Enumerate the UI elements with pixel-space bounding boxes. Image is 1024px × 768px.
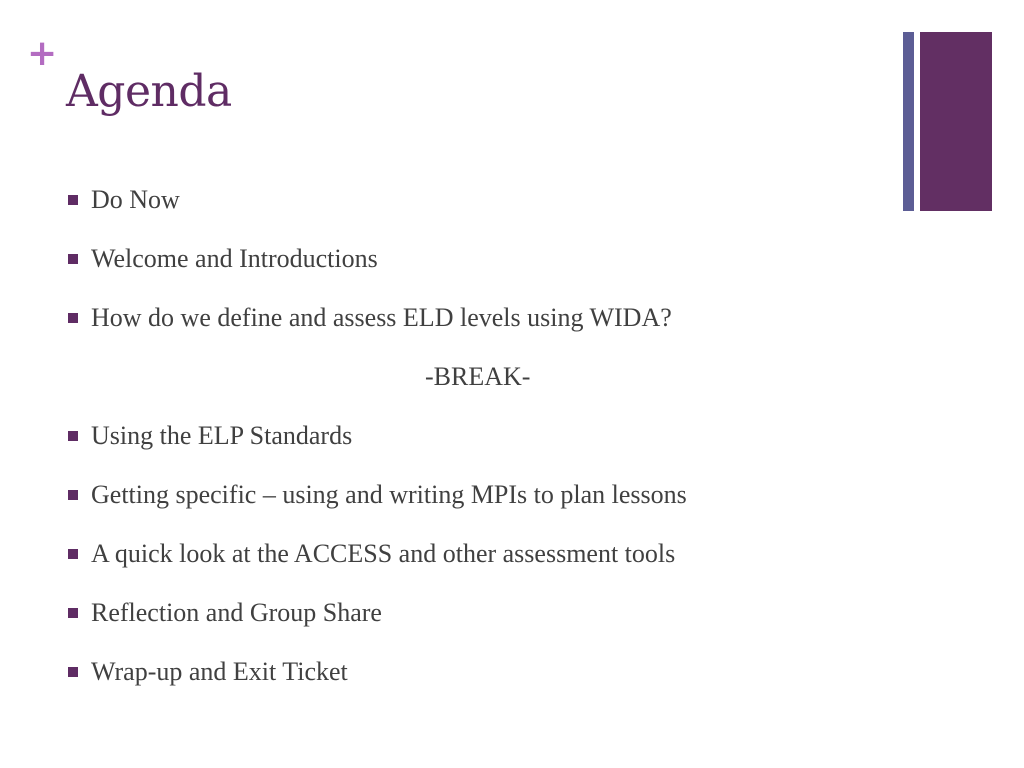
agenda-item [68,229,968,288]
agenda-item-text: Wrap-up and Exit Ticket [91,656,348,686]
square-bullet-icon [68,667,78,677]
agenda-item [68,583,968,642]
agenda-item-text: Getting specific – using and writing MPIs to plan lessons [91,479,687,509]
plus-icon: + [27,33,58,74]
break-row [68,347,968,406]
agenda-item [68,642,968,701]
agenda-item [68,465,968,524]
agenda-item [68,524,968,583]
break-label: -BREAK- [425,361,531,391]
square-bullet-icon [68,431,78,441]
agenda-item-text: Using the ELP Standards [91,420,353,450]
agenda-item-text: How do we define and assess ELD levels using WIDA? [91,302,672,332]
square-bullet-icon [68,608,78,618]
agenda-list [68,170,968,701]
slide-title: Agenda [66,66,232,117]
agenda-item [68,170,968,229]
agenda-item-text: Reflection and Group Share [91,597,382,627]
square-bullet-icon [68,254,78,264]
agenda-item [68,406,968,465]
square-bullet-icon [68,195,78,205]
agenda-item-text: Do Now [91,184,180,214]
agenda-item [68,288,968,347]
agenda-item-text: Welcome and Introductions [91,243,378,273]
agenda-item-text: A quick look at the ACCESS and other assessment tools [91,538,676,568]
square-bullet-icon [68,490,78,500]
square-bullet-icon [68,313,78,323]
square-bullet-icon [68,549,78,559]
